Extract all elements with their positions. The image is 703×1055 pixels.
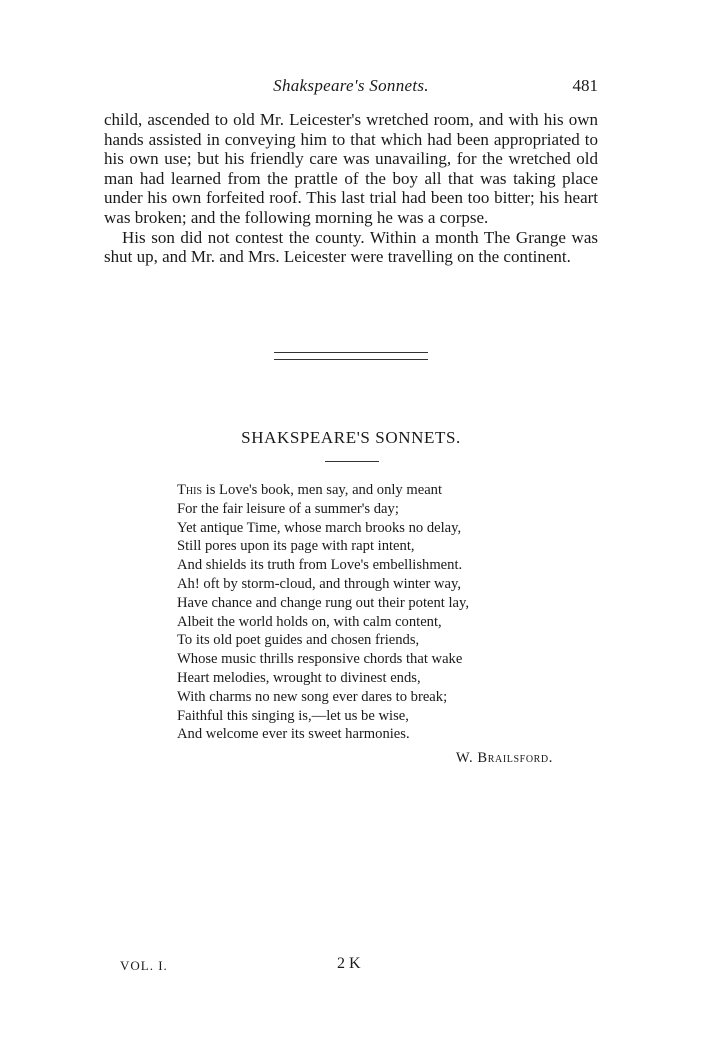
poem-line: Yet antique Time, whose march brooks no delay, — [177, 519, 462, 536]
poem-first-line-rest: is Love's book, men say, and only meant — [202, 482, 443, 498]
poem-line: And welcome ever its sweet harmonies. — [177, 726, 410, 743]
poem-line: For the fair leisure of a summer's day; — [177, 500, 399, 517]
prose-body — [104, 110, 598, 267]
heading-rule — [325, 461, 379, 462]
poem-signature: W. Brailsford. — [455, 750, 553, 766]
poem — [177, 481, 557, 744]
poem-line: With charms no new song ever dares to break; — [177, 688, 448, 705]
running-title: Shakspeare's Sonnets. — [273, 76, 429, 95]
running-head — [104, 76, 598, 100]
poem-line: Ah! oft by storm-cloud, and through winter way, — [177, 575, 461, 592]
poem-line: Heart melodies, wrought to divinest ends, — [177, 669, 421, 686]
poem-line: Have chance and change rung out their potent lay, — [177, 594, 470, 611]
poem-line: To its old poet guides and chosen friends, — [177, 632, 420, 649]
section-divider — [274, 352, 428, 360]
prose-paragraph-2: His son did not contest the county. Within a month The Grange was shut up, and Mr. and Mrs. Leicester were travelling on the continent. — [104, 227, 598, 267]
poem-line: Albeit the world holds on, with calm content, — [177, 613, 442, 630]
signature-mark: 2 K — [337, 955, 361, 972]
poem-first-word: This — [177, 482, 203, 498]
section-heading: SHAKSPEARE'S SONNETS. — [241, 428, 461, 447]
poem-line: Whose music thrills responsive chords that wake — [177, 651, 463, 668]
page-number: 481 — [572, 76, 598, 95]
poem-line: Faithful this singing is,—let us be wise, — [177, 707, 409, 724]
prose-paragraph-1: child, ascended to old Mr. Leicester's wretched room, and with his own hands assisted in conveying him to that which had been appropriated to his own use; but his friendly care was unavailing, for the wretched old man had learned from the prattle of the boy all that was taking place under his own forfeited roof. This last trial had been too bitter; his heart was broken; and the following morning he was a corpse. — [104, 110, 598, 227]
poem-line: Still pores upon its page with rapt intent, — [177, 538, 415, 555]
volume-label: VOL. I. — [120, 958, 168, 973]
poem-line: And shields its truth from Love's embellishment. — [177, 557, 463, 574]
poem-line-1 — [177, 481, 557, 500]
